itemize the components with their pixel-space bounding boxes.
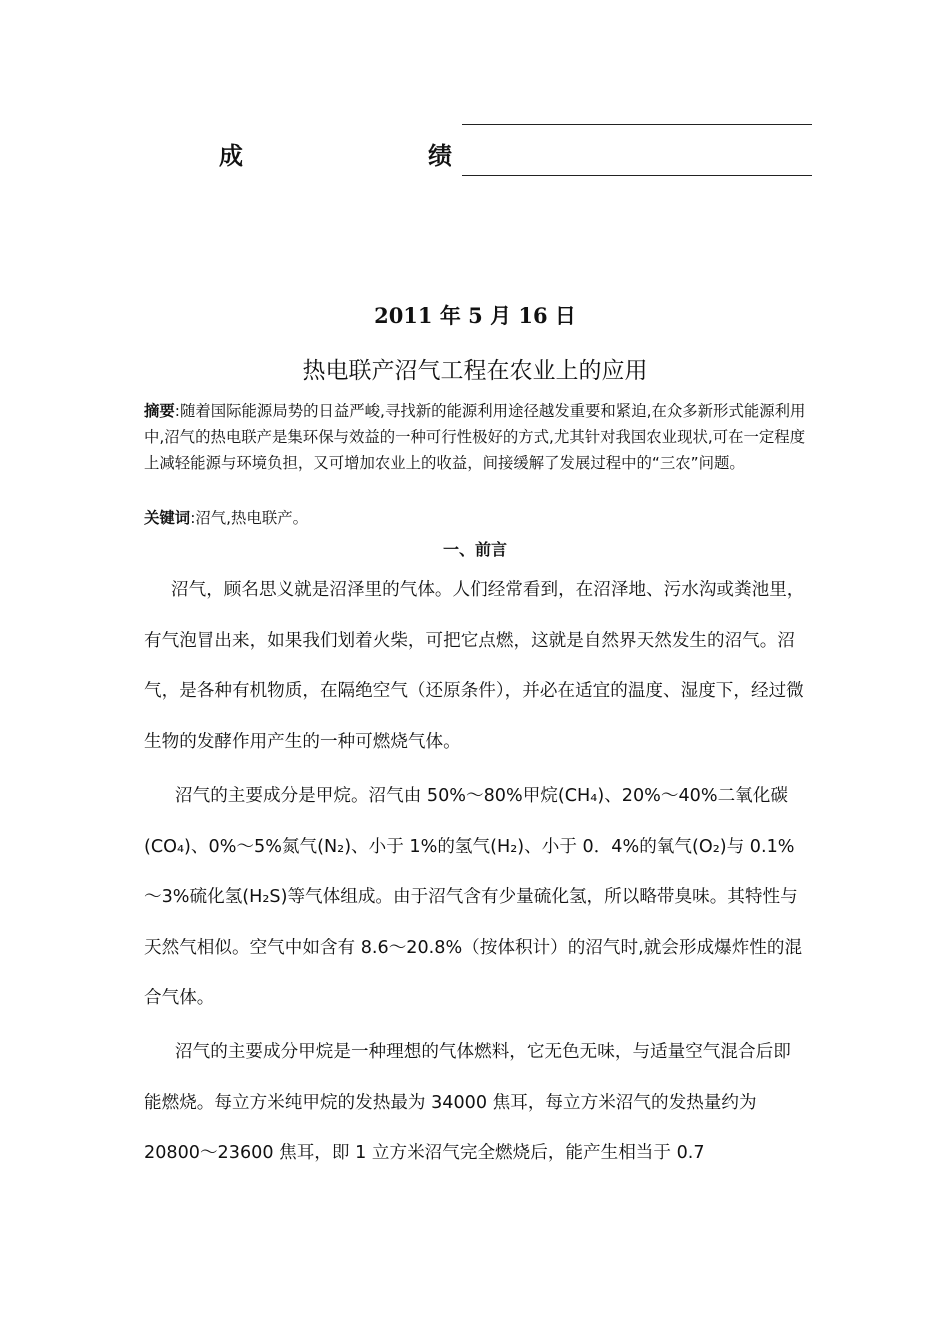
keywords-text: :沼气,热电联产。	[190, 509, 308, 527]
grade-rule-top	[462, 124, 812, 125]
grade-label-char-1: 成	[219, 142, 243, 170]
body-paragraph-text: 沼气，顾名思义就是沼泽里的气体。人们经常看到，在沼泽地、污水沟或粪池里，有气泡冒出来，如果我们划着火柴，可把它点燃，这就是自然界天然发生的沼气。沼气，是各种有机物质，在隔绝空气（还原条件），并必在适宜的温度、湿度下，经过微生物的发酵作用产生的一种可燃烧气体。	[144, 580, 805, 752]
abstract-label: 摘要	[144, 402, 175, 420]
keywords	[144, 506, 808, 530]
body-paragraph	[144, 1027, 808, 1179]
document-title: 热电联产沼气工程在农业上的应用	[302, 358, 648, 384]
document-date: 2011 年 5 月 16 日	[374, 303, 576, 328]
body-paragraph	[144, 565, 808, 767]
grade-label-char-2: 绩	[428, 142, 452, 170]
abstract-text: :随着国际能源局势的日益严峻,寻找新的能源利用途径越发重要和紧迫,在众多新形式能源利用中,沼气的热电联产是集环保与效益的一种可行性极好的方式,尤其针对我国农业现状,可在一定程度上减轻能源与环境负担，又可增加农业上的收益，间接缓解了发展过程中的“三农”问题。	[144, 402, 806, 472]
keywords-label: 关键词	[144, 509, 191, 527]
abstract	[144, 398, 808, 476]
body-paragraph-text: 沼气的主要成分甲烷是一种理想的气体燃料，它无色无味，与适量空气混合后即能燃烧。每立方米纯甲烷的发热最为 34000 焦耳，每立方米沼气的发热量约为 20800～23600 焦耳，即 1 立方米沼气完全燃烧后，能产生相当于 0.7	[144, 1042, 791, 1163]
body-paragraph-text: 沼气的主要成分是甲烷。沼气由 50%～80%甲烷(CH₄)、20%～40%二氧化碳(CO₄)、0%～5%氮气(N₂)、小于 1%的氢气(H₂)、小于 0．4%的氧气(O₂)与 0.1%～3%硫化氢(H₂S)等气体组成。由于沼气含有少量硫化氢，所以略带臭味。其特性与天然气相似。空气中如含有 8.6～20.8%（按体积计）的沼气时,就会形成爆炸性的混合气体。	[144, 786, 803, 1008]
body-paragraph	[144, 771, 808, 1024]
grade-rule-bottom	[462, 175, 812, 176]
section-heading: 一、前言	[442, 540, 507, 559]
